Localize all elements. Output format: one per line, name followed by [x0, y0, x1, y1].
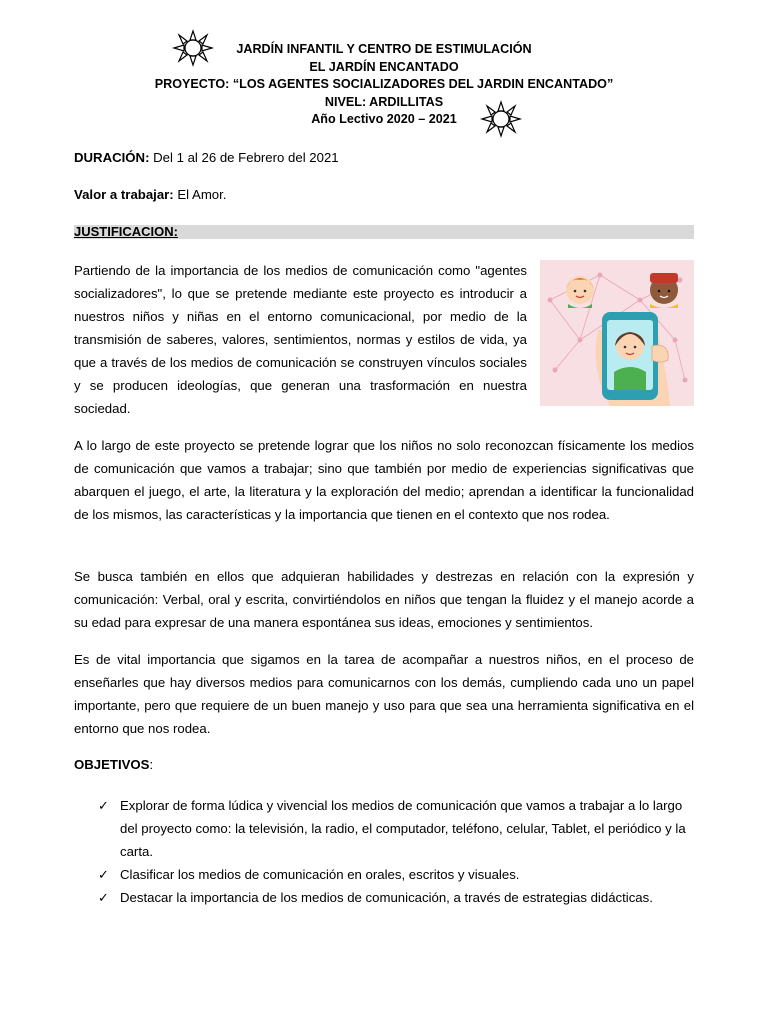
list-item [74, 863, 694, 886]
document-header [74, 41, 694, 129]
duration-label: DURACIÓN: [74, 150, 150, 165]
objective-text: Destacar la importancia de los medios de comunicación, a través de estrategias didácticas. [120, 890, 653, 905]
header-institution: JARDÍN INFANTIL Y CENTRO DE ESTIMULACIÓN [236, 42, 532, 56]
justification-paragraph-3: Se busca también en ellos que adquieran habilidades y destrezas en relación con la expresión y comunicación: Verbal, oral y escrita, convirtiéndolos en niños que tengan la fluidez y el manejo acorde a su edad para expresar de una manera espontánea sus ideas, emociones y sentimientos. [74, 569, 694, 630]
smartphone-illustration [540, 260, 694, 406]
check-icon: ✓ [98, 798, 109, 813]
list-item [74, 886, 694, 909]
justification-paragraph-2: A lo largo de este proyecto se pretende lograr que los niños no solo reconozcan físicamente los medios de comunicación que vamos a trabajar; sino que también por medio de experiencias significativas que abarquen el juego, el arte, la literatura y la exploración del medio; aprendan a identificar la funcionalidad de los mismos, las características y la importancia que tienen en el contexto que nos rodea. [74, 438, 694, 522]
justification-paragraph-4: Es de vital importancia que sigamos en la tarea de acompañar a nuestros niños, en el proceso de enseñarles que hay diversos medios para comunicarnos con los demás, cumpliendo cada uno un papel importante, pero que requiere de un buen manejo y uso para que sea una herramienta significativa en el entorno que nos rodea. [74, 652, 694, 736]
header-school-name: EL JARDÍN ENCANTADO [309, 59, 459, 74]
objectives-title: OBJETIVOS [74, 757, 150, 772]
objectives-list [74, 794, 694, 909]
objective-text: Clasificar los medios de comunicación en orales, escritos y visuales. [120, 867, 520, 882]
justification-paragraph-1: Partiendo de la importancia de los medios de comunicación como "agentes socializadores", lo que se pretende mediante este proyecto es introducir a nuestros niños y niñas en el entorno comunicacional, por medio de la transmisión de saberes, valores, sentimientos, normas y estilos de vida, ya que a través de los medios de comunicación se construyen vínculos sociales y se producen ideologías, que generan una trasformación en nuestra sociedad. [74, 263, 527, 416]
duration-line [74, 150, 339, 165]
justification-heading [74, 225, 694, 239]
value-label: Valor a trabajar: [74, 187, 174, 202]
justification-title: JUSTIFICACION: [74, 224, 178, 239]
header-project: PROYECTO: “LOS AGENTES SOCIALIZADORES DEL JARDIN ENCANTADO” [154, 77, 614, 92]
value-text: El Amor. [177, 187, 227, 202]
header-level: NIVEL: ARDILLITAS [324, 94, 444, 109]
objectives-colon: : [149, 757, 154, 772]
list-item [74, 794, 694, 863]
value-line [74, 187, 226, 202]
check-icon: ✓ [98, 890, 109, 905]
duration-value: Del 1 al 26 de Febrero del 2021 [153, 150, 339, 165]
objectives-heading [74, 757, 153, 772]
header-year: Año Lectivo 2020 – 2021 [311, 112, 457, 127]
check-icon: ✓ [98, 867, 109, 882]
objective-text: Explorar de forma lúdica y vivencial los medios de comunicación que vamos a trabajar a lo largo del proyecto como: la televisión, la radio, el computador, teléfono, celular, Tablet, el periódico y la carta. [120, 798, 686, 859]
